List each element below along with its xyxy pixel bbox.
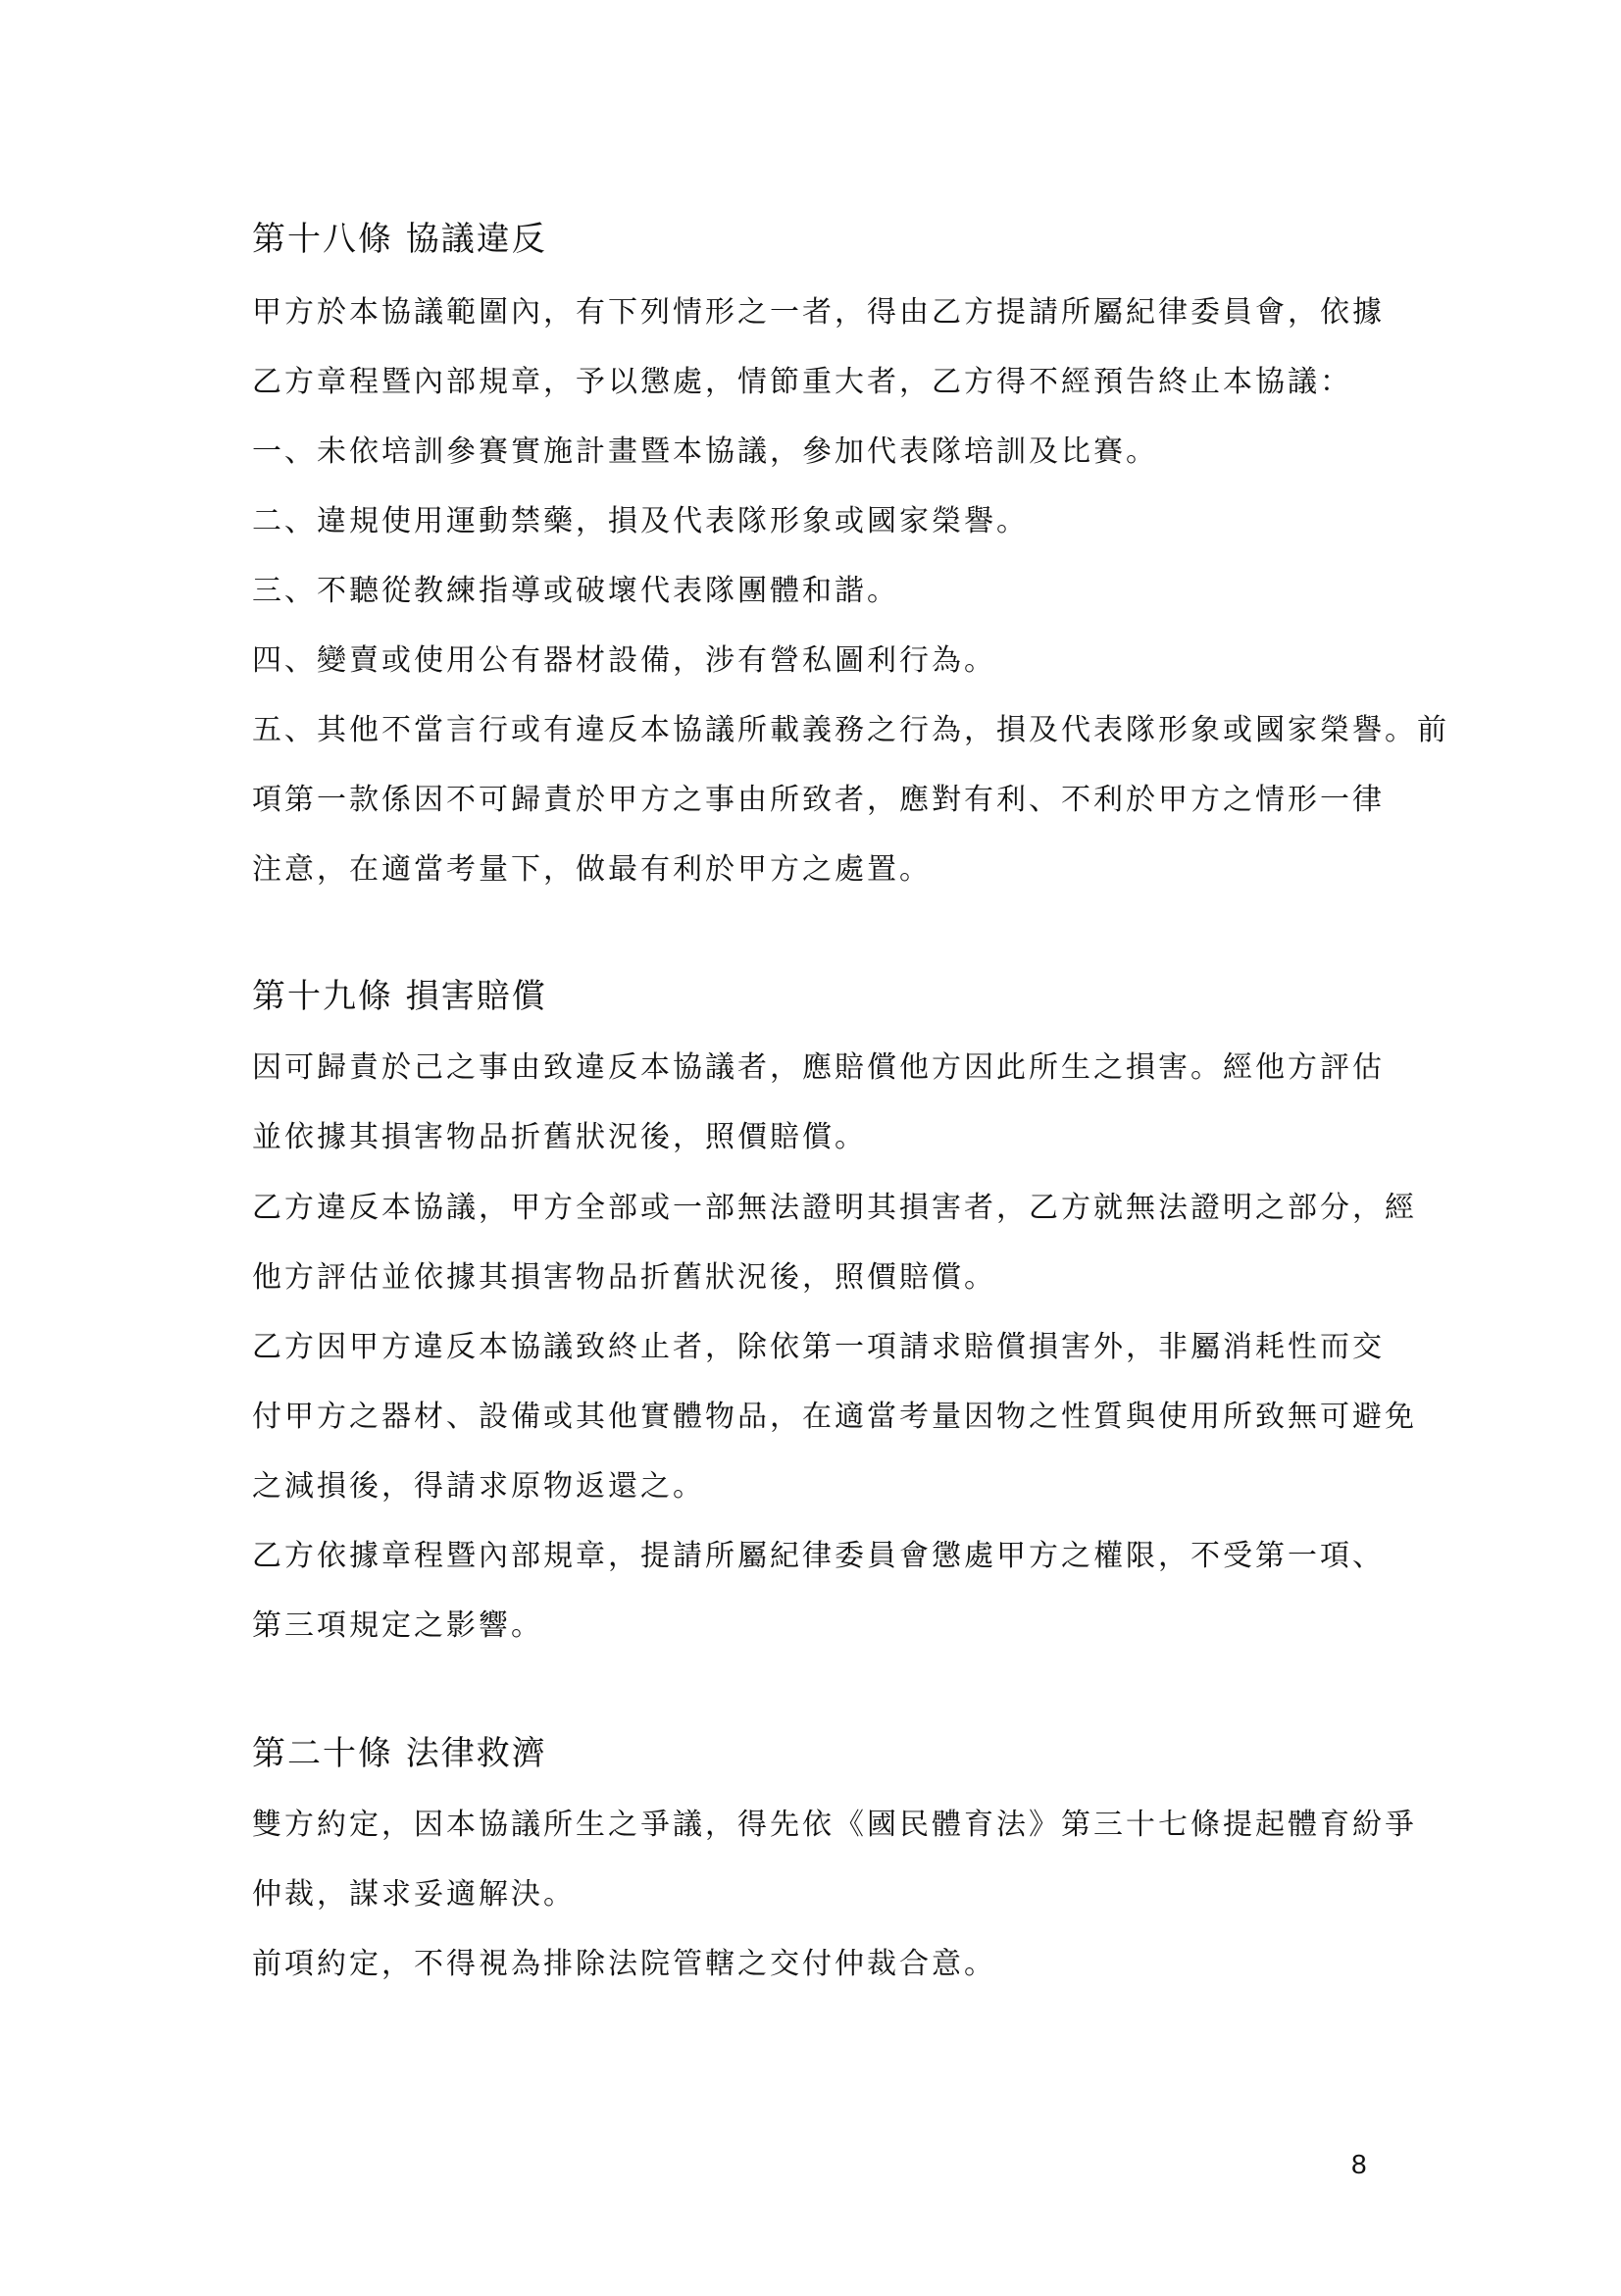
section-18-line-4: 二、違規使用運動禁藥，損及代表隊形象或國家榮譽。 [252,504,1029,538]
section-20-line-2: 仲裁，謀求妥適解決。 [252,1877,576,1912]
page-number: 8 [1351,2149,1367,2179]
section-18-heading: 第十八條 協議違反 [252,220,547,259]
section-19-line-7: 之減損後，得請求原物返還之。 [252,1469,705,1504]
section-18-line-2: 乙方章程暨內部規章，予以懲處，情節重大者，乙方得不經預告終止本協議： [252,365,1352,399]
section-18-line-8: 項第一款係因不可歸責於甲方之事由所致者，應對有利、不利於甲方之情形一律 [252,783,1385,817]
section-19-line-8: 乙方依據章程暨內部規章，提請所屬紀律委員會懲處甲方之權限，不受第一項、 [252,1539,1385,1573]
section-20-heading: 第二十條 法律救濟 [252,1734,547,1773]
section-20-line-1: 雙方約定，因本協議所生之爭議，得先依《國民體育法》第三十七條提起體育紛爭 [252,1808,1417,1842]
section-18-line-3: 一、未依培訓參賽實施計畫暨本協議，參加代表隊培訓及比賽。 [252,434,1158,469]
section-19-line-2: 並依據其損害物品折舊狀況後，照價賠償。 [252,1120,867,1154]
section-18-line-7: 五、其他不當言行或有違反本協議所載義務之行為，損及代表隊形象或國家榮譽。前 [252,713,1449,747]
section-20-line-3: 前項約定，不得視為排除法院管轄之交付仲裁合意。 [252,1947,996,1981]
section-18-line-1: 甲方於本協議範圍內，有下列情形之一者，得由乙方提請所屬紀律委員會，依據 [252,295,1385,330]
section-19-heading: 第十九條 損害賠償 [252,977,547,1016]
section-18-line-6: 四、變賣或使用公有器材設備，涉有營私圖利行為。 [252,643,996,678]
section-19-line-6: 付甲方之器材、設備或其他實體物品，在適當考量因物之性質與使用所致無可避免 [252,1400,1417,1434]
section-19-line-5: 乙方因甲方違反本協議致終止者，除依第一項請求賠償損害外，非屬消耗性而交 [252,1330,1385,1364]
section-18-line-5: 三、不聽從教練指導或破壞代表隊團體和諧。 [252,574,899,608]
section-19-line-9: 第三項規定之影響。 [252,1608,543,1643]
section-18-line-9: 注意，在適當考量下，做最有利於甲方之處置。 [252,852,932,887]
section-19-line-3: 乙方違反本協議，甲方全部或一部無法證明其損害者，乙方就無法證明之部分，經 [252,1191,1417,1225]
section-19-line-4: 他方評估並依據其損害物品折舊狀況後，照價賠償。 [252,1260,996,1295]
section-19-line-1: 因可歸責於己之事由致違反本協議者，應賠償他方因此所生之損害。經他方評估 [252,1050,1385,1085]
